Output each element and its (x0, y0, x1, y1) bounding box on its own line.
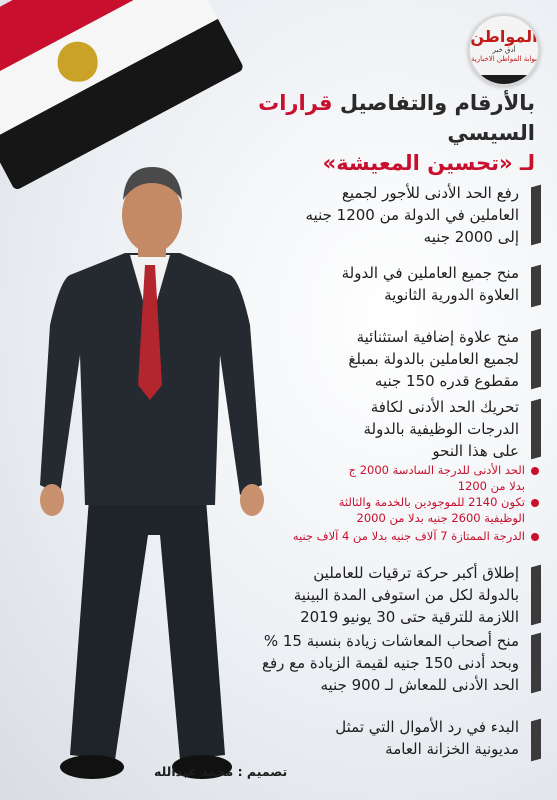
list-item (241, 396, 541, 462)
item-text: منح أصحاب المعاشات زيادة بنسبة 15 % وبحد أدنى 150 جنيه لقيمة الزيادة مع رفع الحد الأدنى للمعاش لـ 900 جنيه (261, 632, 519, 694)
logo-tagline: أدق خبر (492, 46, 516, 54)
item-text: منح علاوة إضافية استثنائية لجميع العاملين بالدولة بمبلغ مقطوع قدره 150 جنيه (348, 328, 519, 390)
sub-item (239, 494, 539, 526)
sub-item (269, 462, 539, 494)
title-part-2: السيسي (447, 121, 535, 145)
list-item (231, 630, 541, 696)
sub-item-text: الحد الأدنى للدرجة السادسة 2000 ج بدلا من 1200 (348, 463, 525, 493)
item-text: منح جميع العاملين في الدولة العلاوة الدورية الثانوية (341, 264, 519, 304)
item-text: إطلاق أكبر حركة ترقيات للعاملين بالدولة لكل من استوفى المدة البينية اللازمة للترقية حتى 30 يونيو 2019 (293, 564, 519, 626)
list-item (241, 326, 541, 392)
title-part-1: بالأرقام والتفاصيل (332, 91, 535, 115)
eagle-emblem-icon (57, 41, 97, 81)
title-highlight: قرارات (258, 91, 333, 115)
sub-item-text: الدرجة الممتازة 7 آلاف جنيه بدلا من 4 آلاف جنيه (292, 529, 525, 543)
list-item (241, 262, 541, 306)
item-text: البدء في رد الأموال التي تمثل مديونية الخزانة العامة (335, 718, 519, 758)
list-item (241, 716, 541, 760)
designer-credit: تصميم : محمد عبدالله (154, 764, 288, 779)
item-text: رفع الحد الأدنى للأجور لجميع العاملين في الدولة من 1200 جنيه إلى 2000 جنيه (305, 184, 519, 246)
president-photo (30, 155, 280, 795)
title-line-2: لـ «تحسين المعيشة» (322, 151, 535, 175)
site-logo (468, 14, 540, 86)
item-text: تحريك الحد الأدنى لكافة الدرجات الوظيفية بالدولة على هذا النحو (363, 398, 519, 460)
list-item (241, 182, 541, 248)
list-item (241, 562, 541, 628)
sub-item-text: تكون 2140 للموجودين بالخدمة والثالثة الوظيفية 2600 جنيه بدلا من 2000 (338, 495, 525, 525)
logo-main-text: المواطن (470, 27, 538, 46)
sub-item (239, 528, 539, 544)
logo-subtitle: بوابة المواطن الاخبارية (471, 55, 537, 63)
